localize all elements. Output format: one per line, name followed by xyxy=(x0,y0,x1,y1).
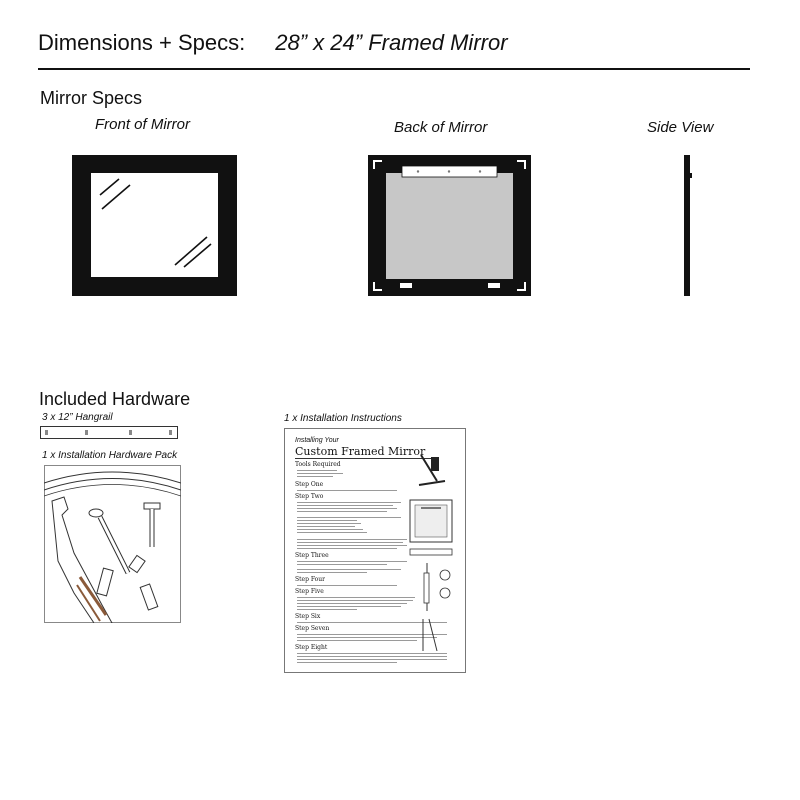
back-panel xyxy=(386,173,513,279)
doc-mirror-back-icon xyxy=(409,499,453,543)
doc-step: Step Five xyxy=(295,588,324,595)
doc-step: Step Two xyxy=(295,493,324,500)
tools-icon xyxy=(417,451,447,489)
page-title xyxy=(38,30,508,56)
bumper-left xyxy=(400,283,412,288)
back-label: Back of Mirror xyxy=(394,119,488,136)
doc-hangrail-icon xyxy=(409,547,453,557)
front-mirror-diagram xyxy=(72,155,237,296)
hangrail-diagram xyxy=(40,426,178,439)
instructions-document xyxy=(284,428,466,673)
doc-wall-mount-icon xyxy=(415,563,455,651)
title-text: Dimensions + Specs: xyxy=(38,30,246,55)
hangrail-label: 3 x 12” Hangrail xyxy=(42,412,113,423)
side-label: Side View xyxy=(647,119,714,136)
doc-step: Step Six xyxy=(295,613,321,620)
hardware-pack-label: 1 x Installation Hardware Pack xyxy=(42,450,178,461)
side-view-diagram xyxy=(681,155,693,296)
front-label: Front of Mirror xyxy=(95,116,191,133)
doc-step: Step Four xyxy=(295,576,325,583)
subtitle-text: 28” x 24” Framed Mirror xyxy=(275,30,508,55)
doc-step: Step Eight xyxy=(295,644,328,651)
doc-heading-line2: Custom Framed Mirror xyxy=(295,445,431,459)
hardware-pack-diagram xyxy=(44,465,181,623)
doc-step: Step Seven xyxy=(295,625,330,632)
mirror-specs-heading: Mirror Specs xyxy=(40,88,143,108)
doc-step: Step Three xyxy=(295,552,329,559)
hardware-heading: Included Hardware xyxy=(39,389,191,409)
bumper-right xyxy=(488,283,500,288)
header-divider xyxy=(38,68,750,70)
instructions-label: 1 x Installation Instructions xyxy=(284,413,402,424)
back-mirror-diagram xyxy=(368,155,531,296)
doc-step: Step One xyxy=(295,481,324,488)
doc-heading-line1: Installing Your xyxy=(295,437,339,444)
front-glass xyxy=(91,173,218,277)
doc-tools-heading: Tools Required xyxy=(295,461,341,468)
